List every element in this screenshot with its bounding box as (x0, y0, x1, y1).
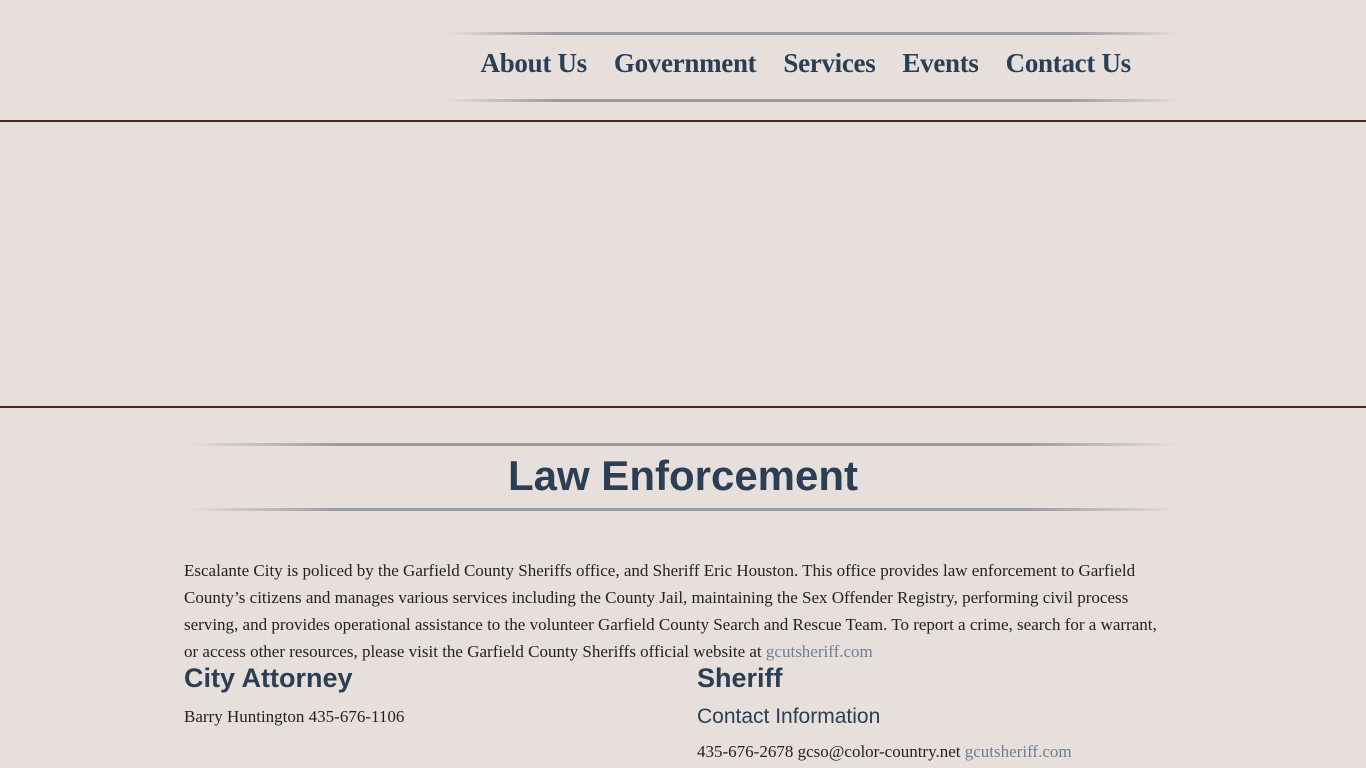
title-top-rule (188, 443, 1178, 446)
city-attorney-contact: Barry Huntington 435-676-1106 (184, 707, 405, 726)
nav-about-us[interactable]: About Us (480, 48, 587, 78)
nav-top-rule (445, 32, 1180, 35)
nav-services[interactable]: Services (783, 48, 876, 78)
nav-government[interactable]: Government (613, 48, 757, 78)
sheriff-heading: Sheriff (697, 663, 783, 693)
sheriff-phone: 435-676-2678 (697, 742, 794, 761)
sheriff-website-link[interactable]: gcutsheriff.com (765, 642, 873, 661)
main-nav (467, 48, 1144, 79)
banner-divider (0, 406, 1366, 408)
nav-contact-us[interactable]: Contact Us (1005, 48, 1131, 78)
sheriff-contact-line (697, 742, 1072, 762)
city-attorney-heading: City Attorney (184, 663, 353, 693)
intro-paragraph (184, 557, 1169, 665)
header-divider (0, 120, 1366, 122)
intro-text: Escalante City is policed by the Garfield County Sheriffs office, and Sheriff Eric Houston. This office provides law enforcement to Garfield County’s citizens and manages various services including the County Jail, maintaining the Sex Offender Registry, performing civil process serving, and provides operational assistance to the volunteer Garfield County Search and Rescue Team. To report a crime, search for a warrant, or access other resources, please visit the Garfield County Sheriffs official website at (184, 561, 1157, 661)
title-bottom-rule (188, 508, 1178, 511)
sheriff-email: gcso@color-country.net (797, 742, 961, 761)
sheriff-contact-subheading: Contact Information (697, 705, 881, 728)
sheriff-website-link-2[interactable]: gcutsheriff.com (964, 742, 1072, 761)
nav-events[interactable]: Events (902, 48, 979, 78)
nav-bottom-rule (445, 99, 1180, 102)
page-title: Law Enforcement (507, 452, 859, 499)
